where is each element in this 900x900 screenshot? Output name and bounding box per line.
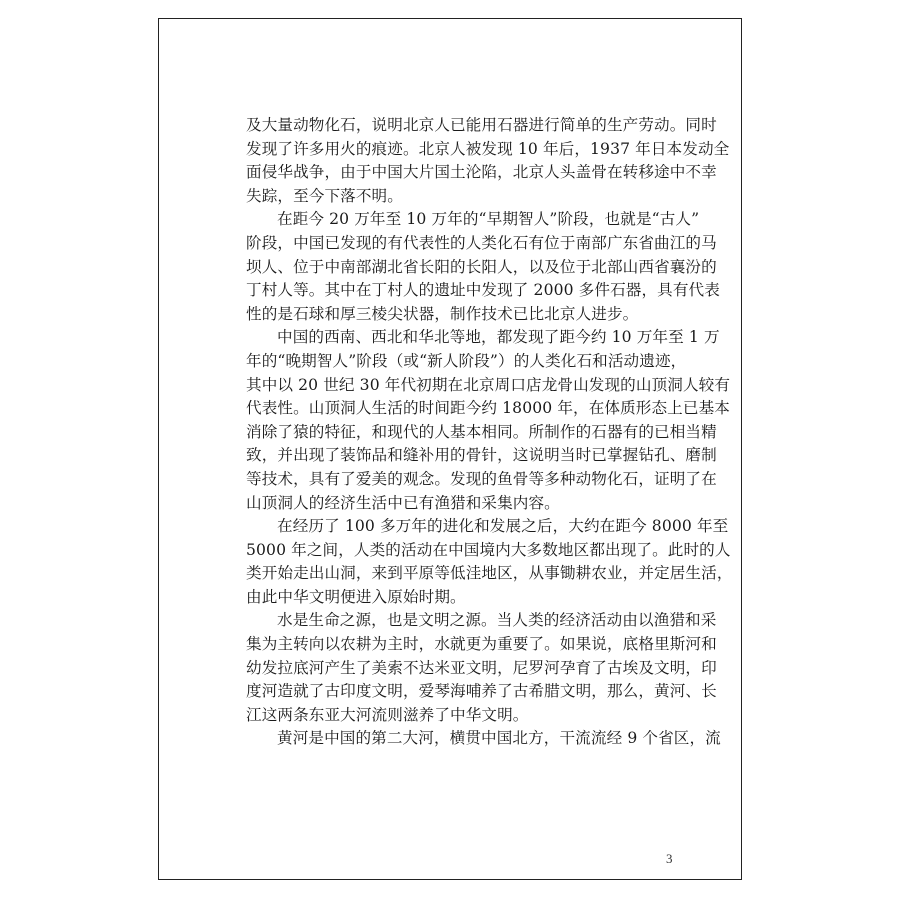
text-line: 坝人、位于中南部湖北省长阳的长阳人，以及位于北部山西省襄汾的	[246, 257, 717, 276]
paragraph	[246, 609, 717, 727]
text-line: 在经历了 100 多万年的进化和发展之后，大约在距今 8000 年至	[277, 517, 729, 536]
text-line: 山顶洞人的经济生活中已有渔猎和采集内容。	[246, 493, 560, 512]
text-line: 及大量动物化石，说明北京人已能用石器进行简单的生产劳动。同时	[246, 116, 717, 134]
text-line: 致，并出现了装饰品和缝补用的骨针，这说明当时已掌握钻孔、磨制	[246, 446, 717, 465]
text-line: 5000 年之间，人类的活动在中国境内大多数地区都出现了。此时的人	[246, 540, 731, 559]
text-line: 发现了许多用火的痕迹。北京人被发现 10 年后，1937 年日本发动全	[246, 139, 730, 158]
text-line: 幼发拉底河产生了美索不达米亚文明，尼罗河孕育了古埃及文明，印	[246, 658, 717, 677]
text-line: 中国的西南、西北和华北等地，都发现了距今约 10 万年至 1 万	[277, 328, 720, 347]
paragraph	[246, 208, 720, 326]
text-line: 集为主转向以农耕为主时，水就更为重要了。如果说，底格里斯河和	[246, 635, 717, 654]
text-line: 度河造就了古印度文明，爱琴海哺养了古希腊文明，那么，黄河、长	[246, 682, 717, 701]
body-text	[246, 114, 733, 751]
text-line: 阶段，中国已发现的有代表性的人类化石有位于南部广东省曲江的马	[246, 233, 717, 252]
page-number: 3	[666, 851, 673, 866]
text-line: 丁村人等。其中在丁村人的遗址中发现了 2000 多件石器，具有代表	[246, 281, 720, 300]
paragraph	[246, 326, 731, 515]
text-line: 在距今 20 万年至 10 万年的“早期智人”阶段，也就是“古人”	[277, 210, 700, 229]
text-line: 由此中华文明便进入原始时期。	[246, 587, 466, 606]
paragraph	[246, 727, 721, 751]
text-line: 水是生命之源，也是文明之源。当人类的经济活动由以渔猎和采	[277, 611, 717, 630]
text-line: 年的“晚期智人”阶段（或“新人阶段”）的人类化石和活动遗迹，	[246, 351, 687, 370]
text-line: 等技术，具有了爱美的观念。发现的鱼骨等多种动物化石，证明了在	[246, 469, 717, 488]
text-line: 类开始走出山洞，来到平原等低洼地区，从事锄耕农业，并定居生活，	[246, 564, 733, 583]
text-line: 其中以 20 世纪 30 年代初期在北京周口店龙骨山发现的山顶洞人较有	[246, 375, 731, 394]
book-page	[158, 18, 742, 880]
text-line: 消除了猿的特征，和现代的人基本相同。所制作的石器有的已相当精	[246, 422, 717, 441]
text-line: 江这两条东亚大河流则滋养了中华文明。	[246, 705, 529, 724]
text-line: 代表性。山顶洞人生活的时间距今约 18000 年，在体质形态上已基本	[246, 399, 730, 418]
paragraph	[246, 515, 733, 609]
text-line: 失踪，至今下落不明。	[246, 186, 403, 205]
paragraph	[246, 114, 730, 208]
text-line: 面侵华战争，由于中国大片国土沦陷，北京人头盖骨在转移途中不幸	[246, 163, 717, 182]
text-line: 黄河是中国的第二大河，横贯中国北方，干流流经 9 个省区，流	[277, 729, 721, 748]
text-line: 性的是石球和厚三棱尖状器，制作技术已比北京人进步。	[246, 304, 639, 323]
